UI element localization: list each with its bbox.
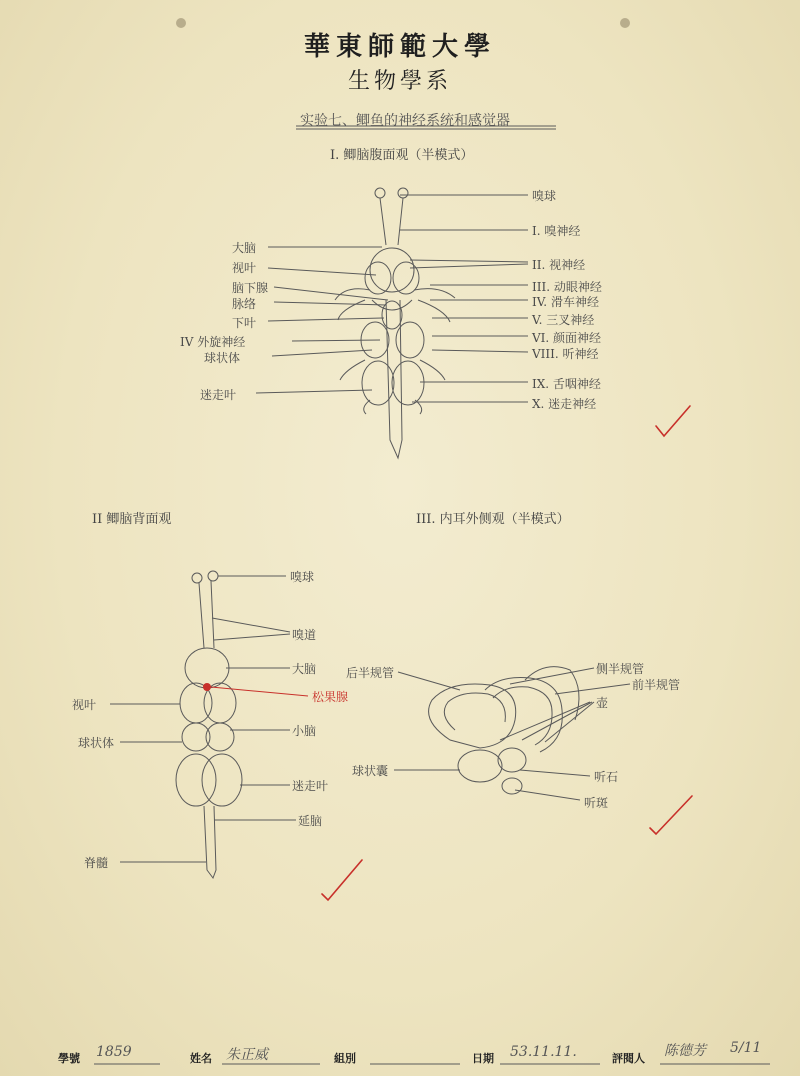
s1-label-nerve-2: II. 视神经 [532,258,586,272]
s2-label-cerebellum: 小脑 [292,724,317,738]
name-label: 姓名 [190,1052,212,1065]
experiment-title: 实验七、鲫鱼的神经系统和感觉器 [300,113,510,129]
score-value: 5/11 [730,1040,762,1056]
s2-label-vagal-lobe: 迷走叶 [292,779,329,793]
s1-label-optic-lobe: 视叶 [232,261,257,275]
section1-title: I. 鲫脑腹面观（半模式） [330,148,474,163]
s1-label-nerve-3: III. 动眼神经 [532,280,602,294]
section3-title: III. 内耳外侧观（半模式） [416,512,570,527]
s1-label-saccus: 球状体 [204,351,241,365]
s1-label-nerve-5: V. 三叉神经 [532,313,595,327]
student-no-value: 1859 [96,1044,132,1060]
s2-label-olfactory-bulb: 嗅球 [290,570,315,584]
student-no-label: 學號 [58,1052,80,1065]
s1-label-nerve-9: IX. 舌咽神经 [532,377,601,391]
s1-label-nerve-1: I. 嗅神经 [532,224,581,238]
s3-label-lateral-canal: 侧半规管 [596,662,645,676]
section2-title: II 鲫脑背面观 [92,512,172,527]
s1-label-vagal-lobe: 迷走叶 [200,388,237,402]
name-value: 朱正威 [226,1047,268,1063]
s3-label-sacculus: 球状囊 [352,764,389,778]
s3-label-macula: 听斑 [584,796,609,810]
s3-label-otolith: 听石 [594,770,619,784]
s1-label-inferior-lobe: 下叶 [232,316,257,330]
s1-label-abducens: IV 外旋神经 [180,335,246,349]
s1-label-nerve-4: IV. 滑车神经 [532,295,599,309]
s2-label-cerebrum: 大脑 [292,662,317,676]
s3-label-ampulla: 壶 [596,696,609,710]
s1-label-pituitary: 脑下腺 [232,281,269,295]
s2-label-pineal: 松果腺 [312,690,349,704]
s1-label-olfactory-bulb: 嗅球 [532,189,557,203]
department-name: 生物學系 [347,69,452,94]
s2-label-spinal-cord: 脊髓 [84,856,109,870]
university-name: 華東師範大學 [303,32,496,62]
date-value: 53.11.11. [510,1044,577,1060]
s1-label-choroid: 脉络 [232,297,257,311]
grader-label: 評閱人 [612,1052,645,1065]
s1-label-nerve-8: VIII. 听神经 [532,347,599,361]
s2-label-saccus: 球状体 [78,736,115,750]
s2-label-olfactory-tract: 嗅道 [292,628,317,642]
s3-label-posterior-canal: 后半规管 [346,666,395,680]
s1-label-nerve-7: VI. 颜面神经 [532,331,602,345]
s1-label-nerve-10: X. 迷走神经 [532,397,597,411]
s2-label-medulla: 延脑 [298,814,323,828]
group-label: 組別 [334,1052,356,1065]
date-label: 日期 [472,1052,494,1065]
s2-label-optic-lobe: 视叶 [72,698,97,712]
s3-label-anterior-canal: 前半规管 [632,678,681,692]
s1-label-cerebrum: 大脑 [232,241,257,255]
grader-signature: 陈德芳 [664,1043,706,1059]
